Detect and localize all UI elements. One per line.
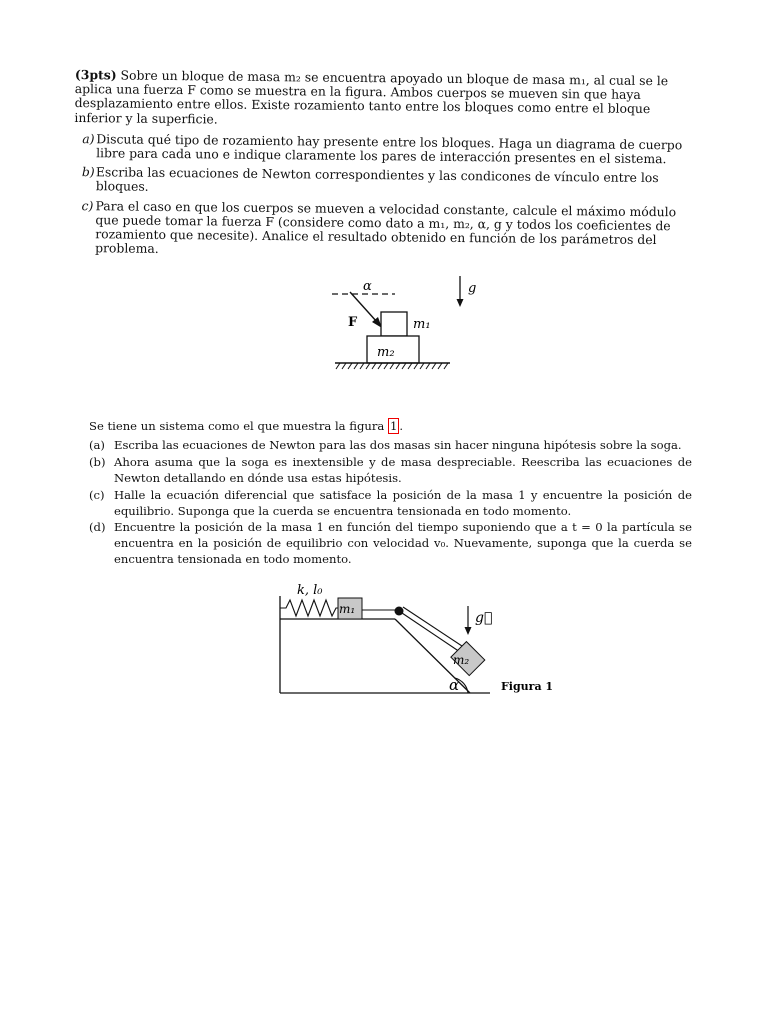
block-m2-label: m₂ [377,345,395,360]
problem-2-statement: Se tiene un sistema como el que muestra la figura [89,419,385,433]
gravity-arrow-head [457,299,464,307]
gravity-label: g [468,281,477,296]
mass-m2-label: m₂ [453,653,470,667]
item-label: (d) [89,520,106,535]
gravity-label: g⃗ [475,610,493,626]
item-text: Ahora asuma que la soga es inextensible y de masa despreciable. Reescriba las ecuaciones de Newton detallando en dónde usa estas hipótesis. [114,454,692,485]
figure-reference-link[interactable]: 1 [390,419,398,433]
points-label: (3pts) [74,67,117,83]
item-text: Escriba las ecuaciones de Newton para las dos masas sin hacer ninguna hipótesis sobre la soga. [114,437,682,452]
rope-incline-edge [403,607,465,648]
problem-1-item-c [81,199,689,262]
item-label: (a) [89,437,105,452]
alpha-label: α [363,279,372,294]
item-text: Halle la ecuación diferencial que satisface la posición de la masa 1 y encuentre la posición de equilibrio. Suponga que la cuerda se encuentra tensionada en todo momento. [114,487,692,518]
pulley [395,607,404,616]
item-label: c) [81,197,94,213]
ground-hatching [336,363,448,369]
item-text: Encuentre la posición de la masa 1 en función del tiempo suponiendo que a t = 0 la partícula se encuentra en la posición de equilibrio con velocidad v₀. Nuevamente, suponga que la cuerda se encuentra tensionada en todo momento. [114,520,692,567]
spring [280,600,338,616]
gravity-arrow-head [465,627,472,635]
item-text: Discuta qué tipo de rozamiento hay presente entre los bloques. Haga un diagrama de cuerpo libre para cada uno e indique claramente los pares de interacción presentes en el sistema. [96,131,683,167]
alpha-label: α [449,676,460,694]
figure-caption: Figura 1 [501,680,554,693]
problem-2-statement-end: . [399,419,404,433]
problem-2-item-a [89,438,692,454]
problem-2-intro [89,419,692,435]
blocks-figure [320,270,500,380]
problem-2 [89,419,692,569]
force-label: F [348,315,358,330]
item-label: b) [81,164,95,180]
block-m1 [381,312,407,336]
problem-1-intro [74,68,690,131]
problem-1-statement: Sobre un bloque de masa m₂ se encuentra apoyado un bloque de masa m₁, al cual se le aplica una fuerza F como se muestra en la figura. Ambos cuerpos se mueven sin que haya desplazamiento entre ellos. Existe rozamiento tanto entre los bloques como entre el bloque inferior y la superficie. [74,67,669,127]
item-label: a) [82,130,95,147]
spring-label: k, l₀ [297,583,323,598]
problem-2-item-c [89,488,692,520]
item-text: Para el caso en que los cuerpos se mueven a velocidad constante, calcule el máximo módulo que puede tomar la fuerza F (considere como dato a m₁, m₂, α, g y todos los coeficientes de rozamiento que necesite). Analice el resultado obtenido en función de los parámetros del problema. [95,197,677,257]
mass-m1-label: m₁ [339,602,356,616]
rope-incline [402,613,463,654]
item-text: Escriba las ecuaciones de Newton correspondientes y las condicones de vínculo entre los bloques. [95,164,659,195]
problem-1 [73,68,690,267]
item-label: (b) [89,454,106,469]
incline-figure [275,578,565,700]
block-m1-label: m₁ [413,317,431,332]
problem-1-item-b [82,165,689,200]
problem-2-item-d [89,520,692,568]
problem-2-item-b [89,455,692,487]
item-label: (c) [89,487,105,502]
problem-1-item-a [82,132,689,167]
